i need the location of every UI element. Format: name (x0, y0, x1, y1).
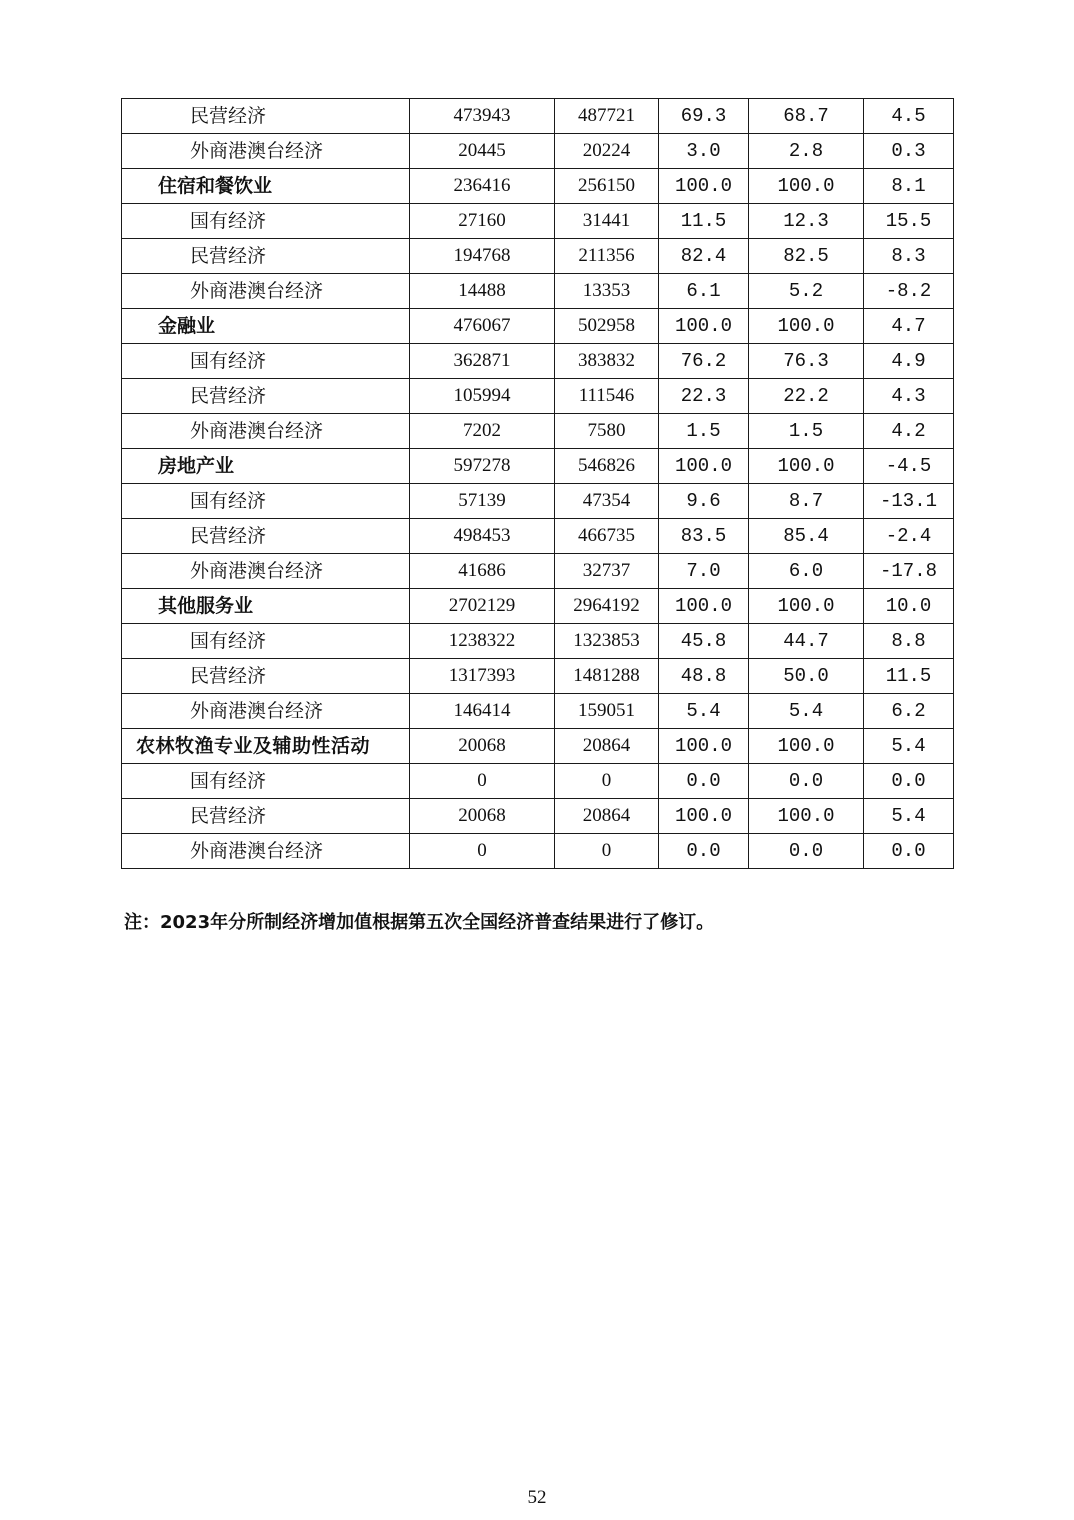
value-2023: 7202 (410, 414, 555, 449)
share-2024: 100.0 (749, 449, 864, 484)
value-2024: 47354 (555, 484, 659, 519)
share-2024: 68.7 (749, 99, 864, 134)
value-2024: 487721 (555, 99, 659, 134)
share-2023: 100.0 (659, 309, 749, 344)
share-2023: 22.3 (659, 379, 749, 414)
growth-rate: 8.1 (864, 169, 954, 204)
table-row (122, 589, 954, 624)
share-2024: 82.5 (749, 239, 864, 274)
value-2024: 7580 (555, 414, 659, 449)
share-2024: 50.0 (749, 659, 864, 694)
growth-rate: 4.2 (864, 414, 954, 449)
row-label: 金融业 (122, 309, 410, 344)
share-2023: 82.4 (659, 239, 749, 274)
share-2023: 3.0 (659, 134, 749, 169)
value-2024: 1323853 (555, 624, 659, 659)
page-number: 52 (527, 1487, 547, 1508)
growth-rate: 5.4 (864, 799, 954, 834)
share-2024: 100.0 (749, 309, 864, 344)
share-2023: 100.0 (659, 449, 749, 484)
value-2023: 473943 (410, 99, 555, 134)
table-row (122, 799, 954, 834)
value-2023: 194768 (410, 239, 555, 274)
row-label: 外商港澳台经济 (122, 134, 410, 169)
share-2023: 0.0 (659, 834, 749, 869)
row-label: 外商港澳台经济 (122, 694, 410, 729)
value-2024: 32737 (555, 554, 659, 589)
share-2023: 100.0 (659, 799, 749, 834)
value-2024: 13353 (555, 274, 659, 309)
value-2023: 362871 (410, 344, 555, 379)
value-2023: 14488 (410, 274, 555, 309)
value-2024: 466735 (555, 519, 659, 554)
growth-rate: 4.5 (864, 99, 954, 134)
value-2024: 502958 (555, 309, 659, 344)
share-2024: 5.2 (749, 274, 864, 309)
share-2024: 100.0 (749, 589, 864, 624)
table-row (122, 659, 954, 694)
row-label: 民营经济 (122, 379, 410, 414)
growth-rate: 0.0 (864, 834, 954, 869)
growth-rate: -2.4 (864, 519, 954, 554)
growth-rate: 11.5 (864, 659, 954, 694)
share-2023: 76.2 (659, 344, 749, 379)
row-label: 外商港澳台经济 (122, 834, 410, 869)
value-2023: 236416 (410, 169, 555, 204)
row-label: 住宿和餐饮业 (122, 169, 410, 204)
value-2024: 20864 (555, 799, 659, 834)
share-2023: 11.5 (659, 204, 749, 239)
value-2024: 111546 (555, 379, 659, 414)
table-row (122, 309, 954, 344)
value-2023: 146414 (410, 694, 555, 729)
share-2023: 7.0 (659, 554, 749, 589)
growth-rate: 6.2 (864, 694, 954, 729)
table-row (122, 834, 954, 869)
table-row (122, 274, 954, 309)
table-row (122, 134, 954, 169)
row-label: 外商港澳台经济 (122, 414, 410, 449)
table-row (122, 344, 954, 379)
value-2024: 159051 (555, 694, 659, 729)
share-2023: 100.0 (659, 169, 749, 204)
table-row (122, 519, 954, 554)
row-label: 国有经济 (122, 204, 410, 239)
row-label: 外商港澳台经济 (122, 274, 410, 309)
table-row (122, 554, 954, 589)
table-row (122, 379, 954, 414)
share-2024: 100.0 (749, 169, 864, 204)
table-row (122, 239, 954, 274)
share-2023: 100.0 (659, 589, 749, 624)
share-2024: 76.3 (749, 344, 864, 379)
value-2024: 0 (555, 764, 659, 799)
value-2023: 20068 (410, 799, 555, 834)
share-2023: 5.4 (659, 694, 749, 729)
table-row (122, 624, 954, 659)
row-label: 国有经济 (122, 624, 410, 659)
share-2024: 22.2 (749, 379, 864, 414)
row-label: 房地产业 (122, 449, 410, 484)
value-2023: 27160 (410, 204, 555, 239)
row-label: 其他服务业 (122, 589, 410, 624)
value-2023: 498453 (410, 519, 555, 554)
table-row (122, 484, 954, 519)
table-row (122, 204, 954, 239)
share-2024: 5.4 (749, 694, 864, 729)
table-row (122, 414, 954, 449)
table-row (122, 764, 954, 799)
table-footnote: 注：2023年分所制经济增加值根据第五次全国经济普查结果进行了修订。 (124, 912, 715, 933)
value-2023: 0 (410, 764, 555, 799)
value-2024: 0 (555, 834, 659, 869)
share-2024: 12.3 (749, 204, 864, 239)
growth-rate: 4.3 (864, 379, 954, 414)
row-label: 民营经济 (122, 99, 410, 134)
value-2024: 31441 (555, 204, 659, 239)
share-2024: 8.7 (749, 484, 864, 519)
growth-rate: -13.1 (864, 484, 954, 519)
value-2023: 57139 (410, 484, 555, 519)
row-label: 国有经济 (122, 484, 410, 519)
row-label: 民营经济 (122, 799, 410, 834)
share-2024: 85.4 (749, 519, 864, 554)
growth-rate: 8.8 (864, 624, 954, 659)
growth-rate: 0.3 (864, 134, 954, 169)
share-2023: 48.8 (659, 659, 749, 694)
value-2023: 476067 (410, 309, 555, 344)
share-2024: 44.7 (749, 624, 864, 659)
value-2024: 20864 (555, 729, 659, 764)
share-2023: 6.1 (659, 274, 749, 309)
growth-rate: 4.7 (864, 309, 954, 344)
growth-rate: 15.5 (864, 204, 954, 239)
table-row (122, 449, 954, 484)
value-2024: 20224 (555, 134, 659, 169)
row-label: 民营经济 (122, 659, 410, 694)
share-2024: 0.0 (749, 764, 864, 799)
table-row (122, 169, 954, 204)
value-2023: 2702129 (410, 589, 555, 624)
table-row (122, 729, 954, 764)
share-2023: 1.5 (659, 414, 749, 449)
growth-rate: -8.2 (864, 274, 954, 309)
share-2024: 100.0 (749, 799, 864, 834)
growth-rate: -4.5 (864, 449, 954, 484)
value-2024: 546826 (555, 449, 659, 484)
value-2023: 20445 (410, 134, 555, 169)
value-2024: 2964192 (555, 589, 659, 624)
value-2023: 1317393 (410, 659, 555, 694)
value-2023: 1238322 (410, 624, 555, 659)
table-row (122, 694, 954, 729)
share-2023: 83.5 (659, 519, 749, 554)
share-2023: 100.0 (659, 729, 749, 764)
row-label: 农林牧渔专业及辅助性活动 (122, 729, 410, 764)
share-2024: 1.5 (749, 414, 864, 449)
share-2024: 100.0 (749, 729, 864, 764)
share-2024: 0.0 (749, 834, 864, 869)
table-body (122, 99, 954, 869)
growth-rate: 10.0 (864, 589, 954, 624)
value-2023: 597278 (410, 449, 555, 484)
data-table (121, 98, 954, 869)
share-2023: 9.6 (659, 484, 749, 519)
growth-rate: 4.9 (864, 344, 954, 379)
row-label: 国有经济 (122, 764, 410, 799)
row-label: 民营经济 (122, 239, 410, 274)
share-2023: 69.3 (659, 99, 749, 134)
growth-rate: 5.4 (864, 729, 954, 764)
value-2024: 383832 (555, 344, 659, 379)
value-2024: 211356 (555, 239, 659, 274)
share-2024: 2.8 (749, 134, 864, 169)
table-row (122, 99, 954, 134)
growth-rate: -17.8 (864, 554, 954, 589)
value-2024: 1481288 (555, 659, 659, 694)
row-label: 外商港澳台经济 (122, 554, 410, 589)
value-2023: 41686 (410, 554, 555, 589)
share-2023: 45.8 (659, 624, 749, 659)
value-2023: 0 (410, 834, 555, 869)
value-2024: 256150 (555, 169, 659, 204)
row-label: 国有经济 (122, 344, 410, 379)
growth-rate: 8.3 (864, 239, 954, 274)
value-2023: 105994 (410, 379, 555, 414)
share-2023: 0.0 (659, 764, 749, 799)
row-label: 民营经济 (122, 519, 410, 554)
share-2024: 6.0 (749, 554, 864, 589)
value-2023: 20068 (410, 729, 555, 764)
growth-rate: 0.0 (864, 764, 954, 799)
